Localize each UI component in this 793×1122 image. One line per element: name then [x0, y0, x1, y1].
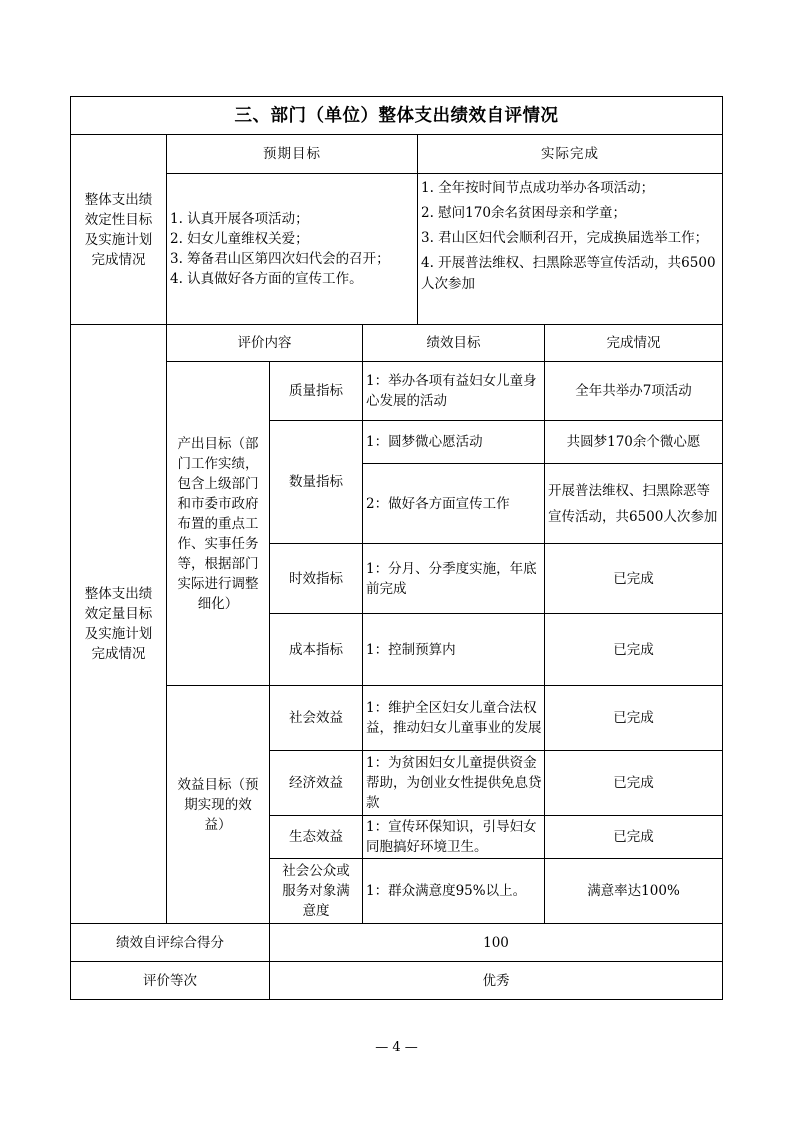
indicator-quantity: 数量指标: [269, 420, 363, 544]
grade-label: 评价等次: [70, 961, 270, 1000]
benefit-goal-group: 效益目标（预期实现的效益）: [166, 685, 270, 924]
list-item: 3. 筹备君山区第四次妇代会的召开；: [170, 251, 390, 267]
score-value: 100: [269, 923, 723, 962]
list-item: 3. 君山区妇代会顺利召开，完成换届选举工作；: [421, 230, 709, 246]
quantitative-label: 整体支出绩效定量目标及实施计划完成情况: [70, 324, 167, 924]
status-cell: 已完成: [544, 543, 723, 614]
target-cell: 1：为贫困妇女儿童提供资金帮助，为创业女性提供免息贷款: [362, 750, 545, 816]
list-item: 1. 认真开展各项活动；: [170, 211, 309, 227]
status-cell: 共圆梦170余个微心愿: [544, 420, 723, 464]
actual-completion-header: 实际完成: [417, 134, 723, 174]
status-cell: 已完成: [544, 685, 723, 751]
expected-goal-list: [166, 173, 418, 325]
indicator-quality: 质量指标: [269, 361, 363, 421]
evaluation-content-header: 评价内容: [166, 324, 363, 362]
target-cell: 1：举办各项有益妇女儿童身心发展的活动: [362, 361, 545, 421]
indicator-cost: 成本指标: [269, 613, 363, 686]
target-cell: 1：群众满意度95%以上。: [362, 858, 545, 924]
target-cell: 1：维护全区妇女儿童合法权益，推动妇女儿童事业的发展: [362, 685, 545, 751]
list-item: 2. 妇女儿童维权关爱；: [170, 231, 309, 247]
grade-value: 优秀: [269, 961, 723, 1000]
list-item: 1. 全年按时间节点成功举办各项活动；: [421, 180, 655, 196]
status-cell: 已完成: [544, 815, 723, 859]
completion-status-header: 完成情况: [544, 324, 723, 362]
status-cell: 开展普法维权、扫黑除恶等宣传活动，共6500人次参加: [544, 463, 723, 544]
score-label: 绩效自评综合得分: [70, 923, 270, 962]
list-item: 4. 认真做好各方面的宣传工作。: [170, 271, 363, 287]
target-cell: 1：分月、分季度实施，年底前完成: [362, 543, 545, 614]
section-title: 三、部门（单位）整体支出绩效自评情况: [70, 96, 723, 135]
list-item: 4. 开展普法维权、扫黑除恶等宣传活动，共6500人次参加: [421, 255, 716, 292]
status-cell: 已完成: [544, 613, 723, 686]
target-cell: 1：控制预算内: [362, 613, 545, 686]
actual-completion-list: [417, 173, 723, 325]
qualitative-label: 整体支出绩效定性目标及实施计划完成情况: [70, 134, 167, 325]
list-item: 2. 慰问170余名贫困母亲和学童；: [421, 205, 626, 221]
target-cell: 1：宣传环保知识，引导妇女同胞搞好环境卫生。: [362, 815, 545, 859]
expected-goal-header: 预期目标: [166, 134, 418, 174]
output-goal-group: 产出目标（部门工作实绩，包含上级部门和市委市政府布置的重点工作、实事任务等，根据部门实际进行调整细化）: [166, 361, 270, 686]
indicator-timeliness: 时效指标: [269, 543, 363, 614]
status-cell: 已完成: [544, 750, 723, 816]
status-cell: 满意率达100%: [544, 858, 723, 924]
target-cell: 1：圆梦微心愿活动: [362, 420, 545, 464]
page-number: — 4 —: [375, 1040, 418, 1055]
indicator-social-benefit: 社会效益: [269, 685, 363, 751]
performance-target-header: 绩效目标: [362, 324, 545, 362]
indicator-economic-benefit: 经济效益: [269, 750, 363, 816]
indicator-satisfaction: 社会公众或服务对象满意度: [269, 858, 363, 924]
target-cell: 2：做好各方面宣传工作: [362, 463, 545, 544]
status-cell: 全年共举办7项活动: [544, 361, 723, 421]
indicator-ecological-benefit: 生态效益: [269, 815, 363, 859]
